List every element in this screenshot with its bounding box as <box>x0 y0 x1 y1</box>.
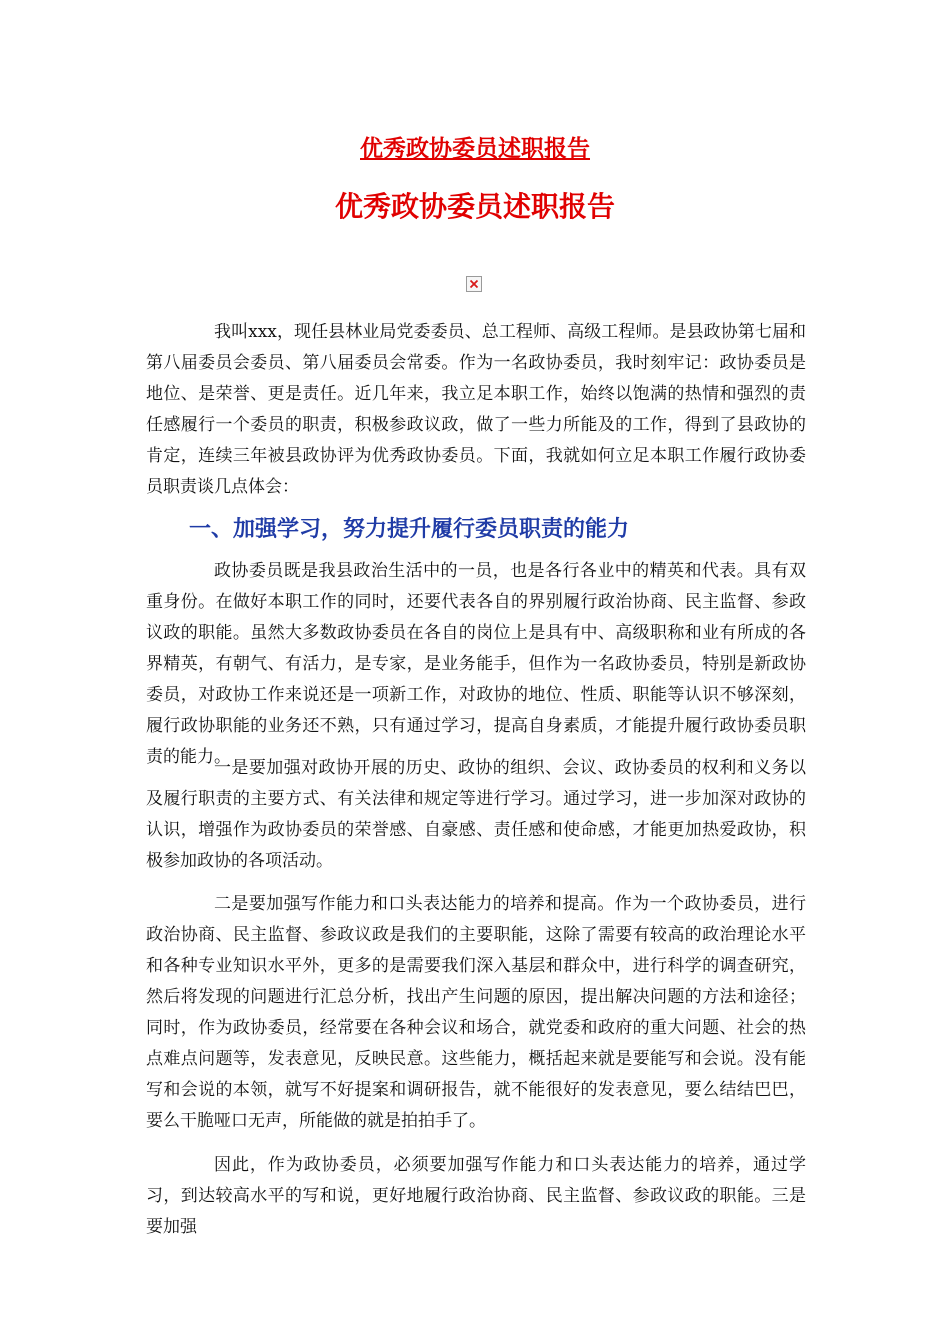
paragraph-point-two: 二是要加强写作能力和口头表达能力的培养和提高。作为一个政协委员，进行政治协商、民主监督、参政议政是我们的主要职能，这除了需要有较高的政治理论水平和各种专业知识水平外，更多的是需要我们深入基层和群众中，进行科学的调查研究，然后将发现的问题进行汇总分析，找出产生问题的原因，提出解决问题的方法和途径；同时，作为政协委员，经常要在各种会议和场合，就党委和政府的重大问题、社会的热点难点问题等，发表意见，反映民意。这些能力，概括起来就是要能写和会说。没有能写和会说的本领，就写不好提案和调研报告，就不能很好的发表意见，要么结结巴巴，要么干脆哑口无声，所能做的就是拍拍手了。 <box>146 894 806 1131</box>
broken-image-icon <box>466 276 482 292</box>
section-heading: 一、加强学习，努力提升履行委员职责的能力 <box>189 517 630 542</box>
document-main-title: 优秀政协委员述职报告 <box>334 190 615 223</box>
paragraph-intro: 我叫xxx，现任县林业局党委委员、总工程师、高级工程师。是县政协第七届和第八届委员会委员、第八届委员会常委。作为一名政协委员，我时刻牢记：政协委员是地位、是荣誉、更是责任。近几年来，我立足本职工作，始终以饱满的热情和强烈的责任感履行一个委员的职责，积极参政议政，做了一些力所能及的工作，得到了县政协的肯定，连续三年被县政协评为优秀政协委员。下面，我就如何立足本职工作履行政协委员职责谈几点体会： <box>146 322 806 497</box>
paragraph-point-one: 一是要加强对政协开展的历史、政协的组织、会议、政协委员的权利和义务以及履行职责的主要方式、有关法律和规定等进行学习。通过学习，进一步加深对政协的认识，增强作为政协委员的荣誉感、自豪感、责任感和使命感，才能更加热爱政协，积极参加政协的各项活动。 <box>146 758 806 871</box>
document-link-title[interactable]: 优秀政协委员述职报告 <box>360 135 590 162</box>
paragraph-section1-intro: 政协委员既是我县政治生活中的一员，也是各行各业中的精英和代表。具有双重身份。在做好本职工作的同时，还要代表各自的界别履行政治协商、民主监督、参政议政的职能。虽然大多数政协委员在各自的岗位上是具有中、高级职称和业有所成的各界精英，有朝气、有活力，是专家，是业务能手，但作为一名政协委员，特别是新政协委员，对政协工作来说还是一项新工作，对政协的地位、性质、职能等认识不够深刻，履行政协职能的业务还不熟，只有通过学习，提高自身素质，才能提升履行政协委员职责的能力。 <box>146 561 806 767</box>
paragraph-conclusion: 因此，作为政协委员，必须要加强写作能力和口头表达能力的培养，通过学习，到达较高水平的写和说，更好地履行政治协商、民主监督、参政议政的职能。三是要加强 <box>146 1155 806 1237</box>
